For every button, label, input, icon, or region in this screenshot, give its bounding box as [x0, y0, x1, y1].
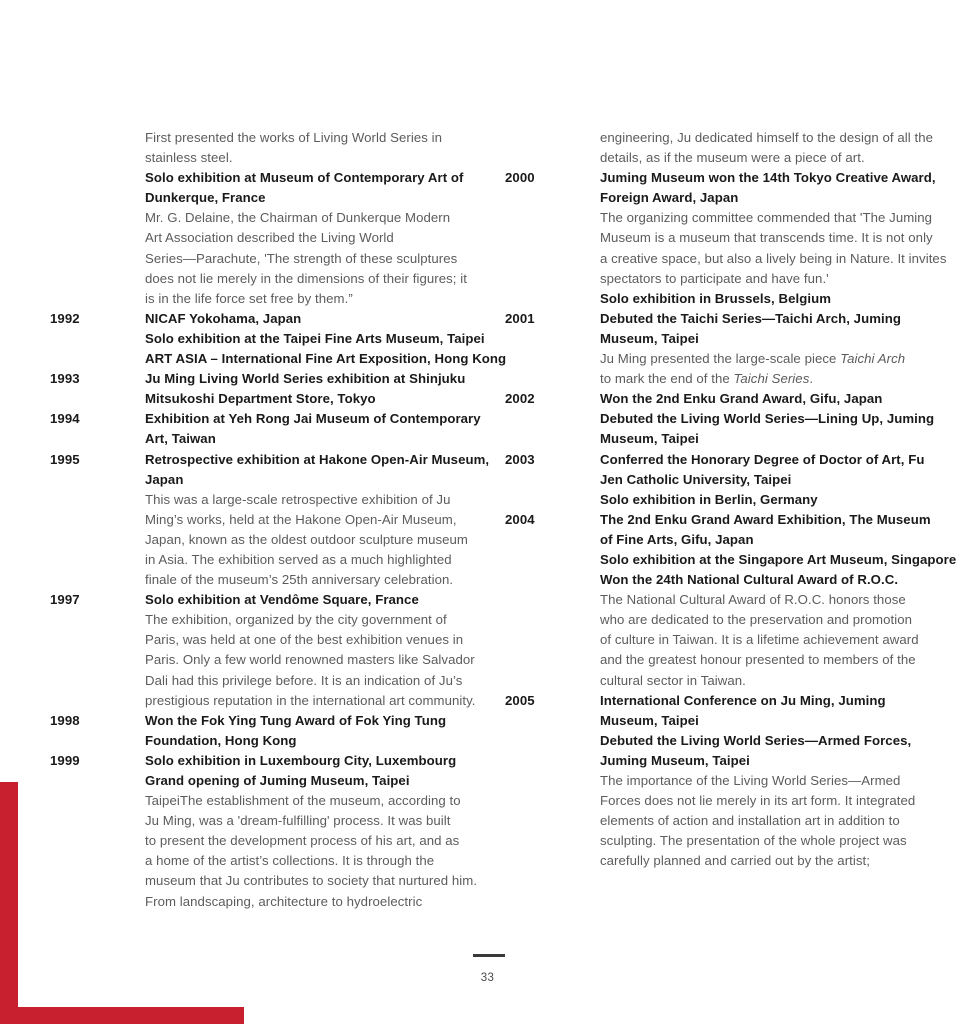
- entry-lines: [145, 590, 476, 711]
- entry-lines: [600, 168, 947, 309]
- entry-event-line: Solo exhibition at Museum of Contemporary Art of: [145, 170, 464, 186]
- entry-event-line: Won the 2nd Enku Grand Award, Gifu, Japan: [600, 391, 883, 407]
- entry-description-line: details, as if the museum were a piece of art.: [600, 150, 865, 166]
- entry-description-line: Paris, was held at one of the best exhibition venues in: [145, 632, 464, 648]
- entry-description-line: does not lie merely in the dimensions of their figures; it: [145, 270, 467, 286]
- entry-event-line: Retrospective exhibition at Hakone Open-Air Museum,: [145, 451, 490, 467]
- entry-description-line: Art Association described the Living World: [145, 230, 394, 246]
- entry-lines: [145, 128, 467, 309]
- entry-description-line: The exhibition, organized by the city government of: [145, 612, 447, 628]
- entry-event-line: Juming Museum, Taipei: [600, 752, 750, 768]
- entry-description-line: carefully planned and carried out by the artist;: [600, 853, 871, 869]
- entry-lines: [600, 691, 916, 872]
- entry-year: 2001: [505, 310, 535, 326]
- entry-description-line: The organizing committee commended that 'The Juming: [600, 210, 933, 226]
- entry-year: 1995: [50, 451, 80, 467]
- entry-year: 1998: [50, 712, 80, 728]
- entry-lines: [145, 369, 466, 409]
- entry-description-line: First presented the works of Living World Series in: [145, 130, 443, 145]
- entry-event-line: NICAF Yokohama, Japan: [145, 310, 302, 326]
- entry-lines: [600, 128, 934, 168]
- entry-event-line: Museum, Taipei: [600, 431, 699, 447]
- entry-year: 1993: [50, 371, 80, 387]
- entry-event-line: Mitsukoshi Department Store, Tokyo: [145, 391, 376, 407]
- entry-lines: [145, 751, 478, 912]
- entry-description-line: Forces does not lie merely in its art form. It integrated: [600, 793, 916, 809]
- entry-event-line: Solo exhibition at the Singapore Art Museum, Singapore: [600, 551, 957, 567]
- entry-event-line: Solo exhibition at the Taipei Fine Arts Museum, Taipei: [145, 330, 485, 346]
- entry-description-line: to mark the end of the Taichi Series.: [600, 371, 814, 387]
- entry-description-line: and the greatest honour presented to members of the: [600, 652, 916, 668]
- entry-description-line: finale of the museum’s 25th anniversary celebration.: [145, 572, 454, 588]
- chronology-entry: [50, 409, 481, 449]
- entry-lines: [600, 309, 906, 389]
- chronology-entry: [50, 711, 447, 751]
- entry-event-line: Solo exhibition at Vendôme Square, France: [145, 592, 419, 608]
- chronology-entry: [505, 691, 916, 872]
- entry-event-line: Jen Catholic University, Taipei: [600, 471, 792, 487]
- entry-event-line: Solo exhibition in Berlin, Germany: [600, 491, 818, 507]
- chronology-entry: [50, 128, 467, 309]
- entry-description-line: who are dedicated to the preservation and promotion: [600, 612, 913, 628]
- chronology-entry: [505, 128, 934, 168]
- entry-year: 1994: [50, 411, 80, 427]
- entry-year: 2000: [505, 170, 535, 186]
- red-corner-horizontal-bar: [0, 1007, 244, 1024]
- entry-description-line: Ju Ming, was a 'dream-fulfilling' process. It was built: [145, 813, 451, 829]
- chronology-entry: [505, 389, 935, 449]
- entry-description-line: Japan, known as the oldest outdoor sculpture museum: [145, 531, 468, 547]
- entry-description-line: of culture in Taiwan. It is a lifetime achievement award: [600, 632, 919, 648]
- entry-year: 1997: [50, 592, 80, 608]
- entry-description-line: The importance of the Living World Series—Armed: [600, 773, 901, 788]
- entry-event-line: International Conference on Ju Ming, Juming: [600, 692, 886, 708]
- red-corner-vertical-bar: [0, 782, 18, 1024]
- entry-lines: [600, 510, 957, 691]
- entry-description-line: sculpting. The presentation of the whole project was: [600, 833, 907, 849]
- entry-event-line: The 2nd Enku Grand Award Exhibition, The Museum: [600, 511, 931, 527]
- entry-description-line: From landscaping, architecture to hydroelectric: [145, 893, 423, 909]
- entry-event-line: Museum, Taipei: [600, 712, 699, 728]
- entry-event-line: Solo exhibition in Brussels, Belgium: [600, 290, 831, 306]
- entry-year: 2002: [505, 391, 535, 407]
- entry-event-line: Foreign Award, Japan: [600, 190, 739, 206]
- chronology-entry: [50, 369, 466, 409]
- entry-description-line: engineering, Ju dedicated himself to the design of all the: [600, 130, 934, 145]
- entry-description-line: Ming’s works, held at the Hakone Open-Air Museum,: [145, 511, 457, 527]
- entry-year: 2003: [505, 451, 535, 467]
- entry-description-line: spectators to participate and have fun.': [600, 270, 829, 286]
- chronology-column-left: [50, 128, 507, 912]
- chronology-entry: [505, 168, 947, 309]
- entry-event-line: Ju Ming Living World Series exhibition at Shinjuku: [145, 371, 466, 387]
- entry-description-line: to present the development process of his art, and as: [145, 833, 460, 849]
- entry-year: 1992: [50, 310, 80, 326]
- entry-description-line: museum that Ju contributes to society that nurtured him.: [145, 873, 478, 889]
- entry-event-line: Exhibition at Yeh Rong Jai Museum of Contemporary: [145, 411, 481, 427]
- entry-lines: [145, 711, 447, 751]
- entry-description-line: The National Cultural Award of R.O.C. honors those: [600, 592, 906, 608]
- entry-event-line: Foundation, Hong Kong: [145, 732, 297, 748]
- entry-year: 2005: [505, 692, 535, 708]
- entry-description-line: Museum is a museum that transcends time. It is not only: [600, 230, 933, 246]
- entry-description-line: a creative space, but also a lively being in Nature. It invites: [600, 250, 947, 266]
- entry-event-line: Won the Fok Ying Tung Award of Fok Ying Tung: [145, 712, 447, 728]
- entry-lines: [145, 409, 481, 449]
- chronology-entry: [505, 510, 957, 691]
- entry-event-line: Won the 24th National Cultural Award of R.O.C.: [600, 572, 899, 588]
- entry-lines: [600, 450, 925, 510]
- entry-event-line: Debuted the Living World Series—Armed Forces,: [600, 732, 912, 748]
- chronology-entry: [50, 590, 476, 711]
- chronology-column-right: [505, 128, 957, 871]
- entry-description-line: a home of the artist’s collections. It is through the: [145, 853, 435, 869]
- entry-lines: [145, 450, 490, 591]
- entry-description-line: Ju Ming presented the large-scale piece Taichi Arch: [600, 351, 906, 367]
- entry-year: 1999: [50, 752, 80, 768]
- entry-description-line: TaipeiThe establishment of the museum, according to: [145, 793, 461, 809]
- footer-rule: [473, 954, 505, 957]
- entry-event-line: Dunkerque, France: [145, 190, 266, 206]
- entry-description-line: This was a large-scale retrospective exhibition of Ju: [145, 491, 451, 507]
- entry-description-line: cultural sector in Taiwan.: [600, 672, 746, 688]
- entry-description-line: elements of action and installation art in addition to: [600, 813, 900, 829]
- entry-year: 2004: [505, 511, 535, 527]
- chronology-entry: [505, 309, 906, 389]
- chronology-entry: [50, 751, 478, 912]
- entry-event-line: Art, Taiwan: [145, 431, 216, 447]
- entry-description-line: in Asia. The exhibition served as a much highlighted: [145, 551, 452, 567]
- entry-description-line: Dali had this privilege before. It is an indication of Ju’s: [145, 672, 463, 688]
- entry-event-line: Debuted the Living World Series—Lining Up, Juming: [600, 411, 935, 427]
- entry-description-line: is in the life force set free by them.”: [145, 290, 353, 306]
- entry-event-line: Japan: [145, 471, 184, 487]
- entry-description-line: Paris. Only a few world renowned masters like Salvador: [145, 652, 475, 668]
- chronology-entry: [505, 450, 925, 510]
- entry-description-line: prestigious reputation in the international art community.: [145, 692, 476, 708]
- entry-event-line: Conferred the Honorary Degree of Doctor of Art, Fu: [600, 451, 925, 467]
- entry-event-line: Museum, Taipei: [600, 330, 699, 346]
- entry-event-line: Debuted the Taichi Series—Taichi Arch, Juming: [600, 310, 901, 326]
- entry-description-line: Mr. G. Delaine, the Chairman of Dunkerque Modern: [145, 210, 451, 226]
- entry-event-line: Grand opening of Juming Museum, Taipei: [145, 773, 410, 788]
- entry-event-line: of Fine Arts, Gifu, Japan: [600, 531, 754, 547]
- entry-lines: [145, 309, 507, 369]
- chronology-entry: [50, 450, 490, 591]
- entry-description-line: Series—Parachute, 'The strength of these sculptures: [145, 250, 458, 266]
- entry-lines: [600, 389, 935, 449]
- entry-event-line: ART ASIA – International Fine Art Exposition, Hong Kong: [145, 351, 507, 367]
- entry-description-line: stainless steel.: [145, 150, 233, 166]
- entry-event-line: Solo exhibition in Luxembourg City, Luxembourg: [145, 752, 457, 768]
- chronology-entry: [50, 309, 507, 369]
- entry-event-line: Juming Museum won the 14th Tokyo Creative Award,: [600, 170, 936, 186]
- page-number: 33: [480, 972, 495, 984]
